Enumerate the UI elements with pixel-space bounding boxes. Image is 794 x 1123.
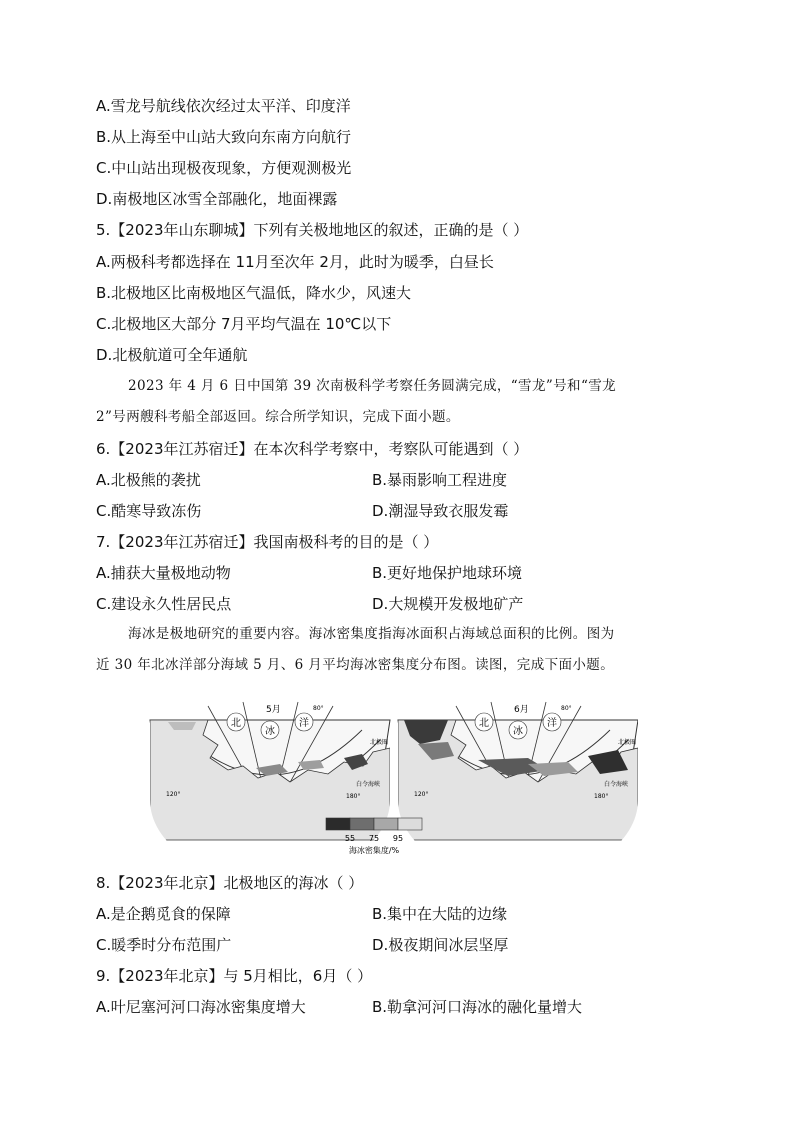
q7-option-a: A.捕获大量极地动物 — [96, 564, 231, 582]
may-ocean-char1: 北 — [231, 718, 241, 729]
legend-title: 海冰密集度/% — [348, 846, 400, 855]
may-month-label: 5月 — [266, 705, 281, 715]
q6-option-c: C.酷寒导致冻伤 — [96, 502, 202, 520]
q7-option-d: D.大规模开发极地矿产 — [372, 595, 524, 613]
q4-option-a: A.雪龙号航线依次经过太平洋、印度洋 — [96, 97, 351, 115]
q8-stem: 8.【2023年北京】北极地区的海冰（ ） — [96, 874, 364, 892]
legend-tick-95: 95 — [392, 834, 404, 843]
q8-option-b: B.集中在大陆的边缘 — [372, 905, 508, 923]
passage1-line2: 2”号两艘科考船全部返回。综合所学知识，完成下面小题。 — [96, 409, 460, 425]
q6-option-d: D.潮湿导致衣服发霉 — [372, 502, 509, 520]
q4-option-d: D.南极地区冰雪全部融化，地面裸露 — [96, 190, 338, 208]
passage2-line1: 海冰是极地研究的重要内容。海冰密集度指海冰面积占海域总面积的比例。图为 — [128, 626, 615, 642]
q8-option-a: A.是企鹅觅食的保障 — [96, 905, 231, 923]
june-ocean-char3: 洋 — [547, 718, 557, 729]
legend-tick-75: 75 — [368, 834, 380, 843]
q6-option-a: A.北极熊的袭扰 — [96, 471, 201, 489]
may-strait-label: 白令海峡 — [356, 781, 381, 788]
q6-stem: 6.【2023年江苏宿迁】在本次科学考察中，考察队可能遇到（ ） — [96, 440, 529, 458]
q5-option-d: D.北极航道可全年通航 — [96, 346, 248, 364]
legend-tick-55: 55 — [344, 834, 356, 843]
june-ocean-char2: 冰 — [513, 726, 523, 737]
june-lat-label: 80° — [561, 705, 572, 712]
q6-option-b: B.暴雨影响工程进度 — [372, 471, 508, 489]
may-ocean-char3: 洋 — [299, 718, 309, 729]
q5-option-a: A.两极科考都选择在 11月至次年 2月，此时为暖季，白昼长 — [96, 253, 494, 271]
q9-option-b: B.勒拿河河口海冰的融化量增大 — [372, 998, 583, 1016]
june-strait-label: 白令海峡 — [604, 781, 629, 788]
may-lat-label: 80° — [313, 705, 324, 712]
q5-option-b: B.北极地区比南极地区气温低，降水少，风速大 — [96, 284, 412, 302]
passage1-line1: 2023 年 4 月 6 日中国第 39 次南极科学考察任务圆满完成，“雪龙”号和“雪龙 — [128, 378, 617, 394]
june-ocean-char1: 北 — [479, 718, 489, 729]
q4-option-b: B.从上海至中山站大致向东南方向航行 — [96, 128, 352, 146]
june-month-label: 6月 — [514, 705, 529, 715]
q5-stem: 5.【2023年山东聊城】下列有关极地地区的叙述，正确的是（ ） — [96, 221, 529, 239]
q9-stem: 9.【2023年北京】与 5月相比，6月（ ） — [96, 967, 373, 985]
june-lon-label-120: 120° — [414, 791, 429, 798]
passage2-line2: 近 30 年北冰洋部分海域 5 月、6 月平均海冰密集度分布图。读图，完成下面小题。 — [96, 657, 615, 673]
june-circle-label: 北极圈 — [618, 739, 637, 746]
q8-option-d: D.极夜期间冰层坚厚 — [372, 936, 509, 954]
q7-stem: 7.【2023年江苏宿迁】我国南极科考的目的是（ ） — [96, 533, 439, 551]
june-lon-label-180: 180° — [594, 793, 609, 800]
sea-ice-figure — [148, 700, 638, 860]
may-lon-label-180: 180° — [346, 793, 361, 800]
may-circle-label: 北极圈 — [370, 739, 389, 746]
may-lon-label-120: 120° — [166, 791, 181, 798]
q5-option-c: C.北极地区大部分 7月平均气温在 10℃以下 — [96, 315, 392, 333]
may-ocean-char2: 冰 — [265, 726, 275, 737]
q4-option-c: C.中山站出现极夜现象，方便观测极光 — [96, 159, 352, 177]
q7-option-b: B.更好地保护地球环境 — [372, 564, 523, 582]
q9-option-a: A.叶尼塞河河口海冰密集度增大 — [96, 998, 306, 1016]
june-map — [398, 702, 638, 840]
q8-option-c: C.暖季时分布范围广 — [96, 936, 232, 954]
q7-option-c: C.建设永久性居民点 — [96, 595, 232, 613]
sea-ice-maps-svg — [148, 700, 638, 860]
